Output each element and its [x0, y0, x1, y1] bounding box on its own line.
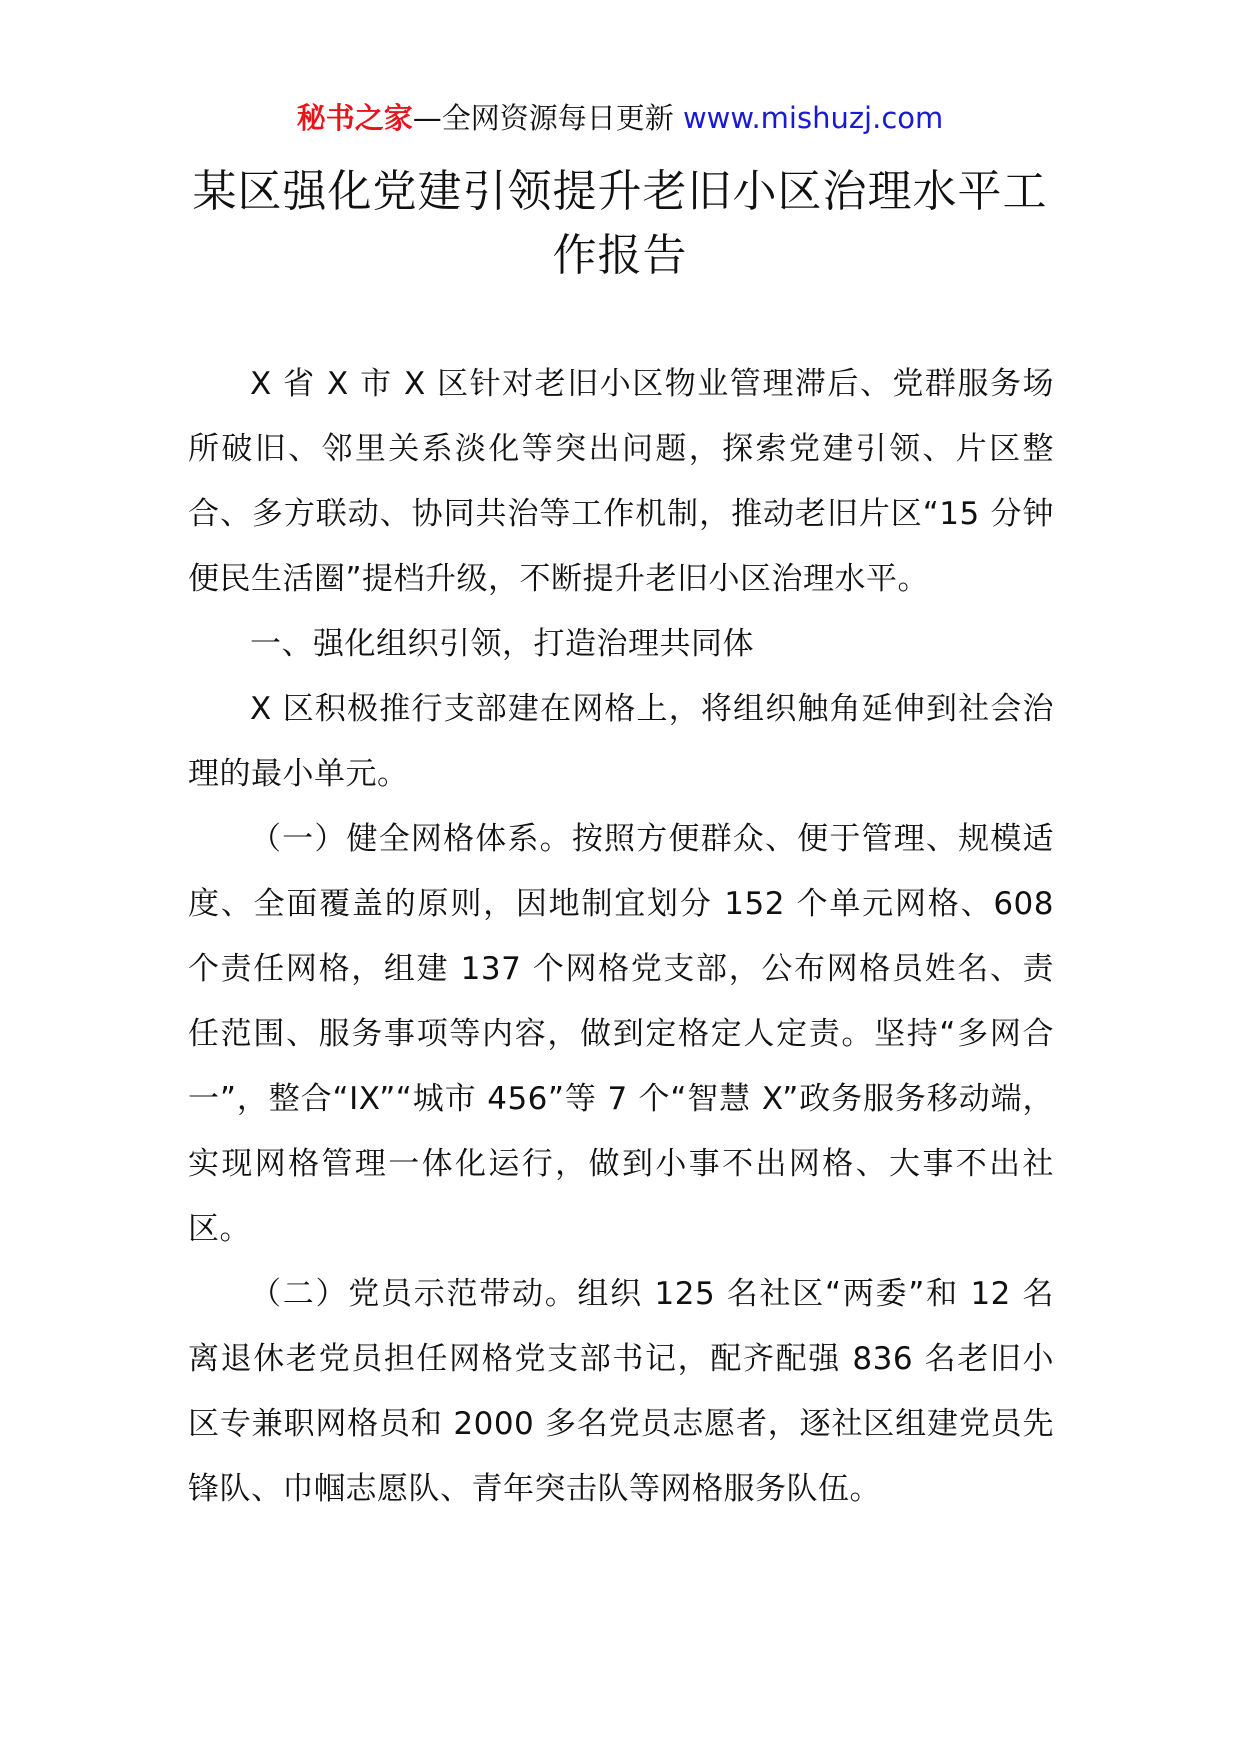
intro-paragraph: X 省 X 市 X 区针对老旧小区物业管理滞后、党群服务场所破旧、邻里关系淡化等突出问题，探索党建引领、片区整合、多方联动、协同共治等工作机制，推动老旧片区“15 分钟便民生活圈”提档升级，不断提升老旧小区治理水平。 — [188, 366, 1054, 597]
document-title: 某区强化党建引领提升老旧小区治理水平工作报告 — [192, 166, 1048, 281]
site-url-link[interactable]: www.mishuzj.com — [682, 101, 944, 135]
body-paragraph: （一）健全网格体系。按照方便群众、便于管理、规模适度、全面覆盖的原则，因地制宜划分 152 个单元网格、608 个责任网格，组建 137 个网格党支部，公布网格员姓名、责任范围、服务事项等内容，做到定格定人定责。坚持“多网合一”，整合“IX”“城市 456”等 7 个“智慧 X”政务服务移动端，实现网格管理一体化运行，做到小事不出网格、大事不出社区。 — [188, 821, 1054, 1247]
brand-name: 秘书之家 — [296, 101, 413, 135]
section-heading: 一、强化组织引领，打造治理共同体 — [250, 626, 754, 662]
body-paragraph: （二）党员示范带动。组织 125 名社区“两委”和 12 名离退休老党员担任网格党支部书记，配齐配强 836 名老旧小区专兼职网格员和 2000 多名党员志愿者，逐社区组建党员先锋队、巾帼志愿队、青年突击队等网格服务队伍。 — [188, 1276, 1054, 1507]
site-header — [0, 98, 1240, 138]
document-body — [188, 352, 1054, 1522]
header-tagline: —全网资源每日更新 — [412, 101, 683, 135]
body-paragraph: X 区积极推行支部建在网格上，将组织触角延伸到社会治理的最小单元。 — [188, 691, 1054, 792]
